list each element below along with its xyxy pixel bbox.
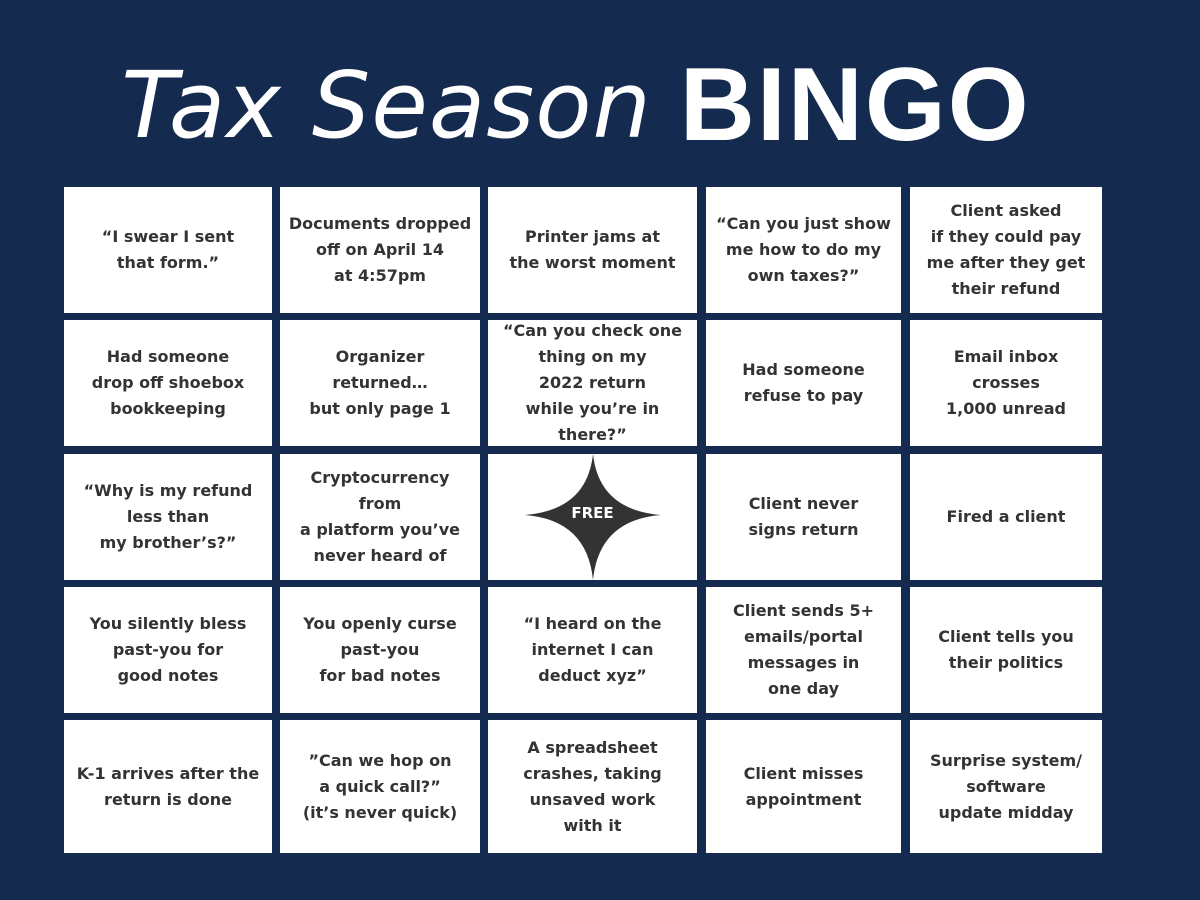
bingo-cell-r1-c5[interactable] [910,187,1102,313]
bingo-cell-r2-c5[interactable] [910,320,1102,446]
bingo-cell-text: “Why is my refund less than my brother’s?” [83,481,253,552]
bingo-cell-text: Had someone drop off shoebox bookkeeping [91,347,245,418]
bingo-cell-text: Had someone refuse to pay [742,360,865,405]
bingo-cell-r2-c4[interactable] [706,320,901,446]
bingo-cell-text: You silently bless past-you for good notes [89,614,247,685]
bingo-cell-text: Email inbox crosses 1,000 unread [946,347,1066,418]
free-star-wrap [523,452,663,582]
bingo-cell-text: Cryptocurrency from a platform you’ve never heard of [299,468,460,565]
bingo-cell-text: K-1 arrives after the return is done [76,763,260,809]
bingo-cell-text: Client never signs return [748,494,859,539]
bingo-cell-text: “I swear I sent that form.” [101,227,235,272]
bingo-cell-r5-c4[interactable] [706,720,901,853]
bingo-title [0,40,1152,170]
bingo-cell-text: Documents dropped off on April 14 at 4:57pm [288,214,472,285]
bingo-cell-text: Surprise system/ software update midday [929,750,1083,822]
bingo-cell-text: A spreadsheet crashes, taking unsaved work with it [523,737,662,835]
bingo-cell-r4-c3[interactable] [488,587,697,713]
bingo-cell-r2-c1[interactable] [64,320,272,446]
bingo-cell-r5-c2[interactable] [280,720,480,853]
bingo-cell-r2-c3[interactable] [488,320,697,446]
bingo-cell-text: Client sends 5+ emails/portal messages in one day [732,601,875,698]
bingo-cell-r5-c5[interactable] [910,720,1102,853]
bingo-cell-text: Printer jams at the worst moment [509,227,676,272]
bingo-cell-text: You openly curse past-you for bad notes [303,614,457,685]
bingo-cell-text: “Can you just show me how to do my own taxes?” [716,214,891,285]
bingo-cell-text: Fired a client [946,507,1066,526]
bingo-cell-r3-c2[interactable] [280,454,480,580]
bingo-cell-r5-c1[interactable] [64,720,272,853]
bingo-cell-r1-c3[interactable] [488,187,697,313]
title-tax-season: Tax Season [121,51,652,159]
bingo-cell-text: Client asked if they could pay me after they get their refund [926,201,1086,298]
bingo-cell-r1-c4[interactable] [706,187,901,313]
bingo-cell-text: “Can you check one thing on my 2022 return while you’re in there?” [502,321,683,444]
bingo-cell-r3-c1[interactable] [64,454,272,580]
title-bingo: BINGO [679,46,1031,163]
bingo-cell-r5-c3[interactable] [488,720,697,853]
bingo-cell-r3-c5[interactable] [910,454,1102,580]
bingo-cell-text: “I heard on the internet I can deduct xyz” [523,614,662,685]
bingo-cell-text: ”Can we hop on a quick call?” (it’s never quick) [302,750,458,822]
bingo-cell-r4-c5[interactable] [910,587,1102,713]
free-label: FREE [571,504,614,522]
bingo-cell-text: Organizer returned… but only page 1 [309,347,451,418]
bingo-cell-r1-c2[interactable] [280,187,480,313]
bingo-cell-r4-c4[interactable] [706,587,901,713]
bingo-cell-r3-c4[interactable] [706,454,901,580]
bingo-cell-text: Client misses appointment [743,763,864,809]
bingo-cell-r4-c1[interactable] [64,587,272,713]
bingo-cell-r4-c2[interactable] [280,587,480,713]
bingo-cell-text: Client tells you their politics [938,627,1074,672]
free-space[interactable] [488,454,697,580]
bingo-cell-r2-c2[interactable] [280,320,480,446]
bingo-cell-r1-c1[interactable] [64,187,272,313]
